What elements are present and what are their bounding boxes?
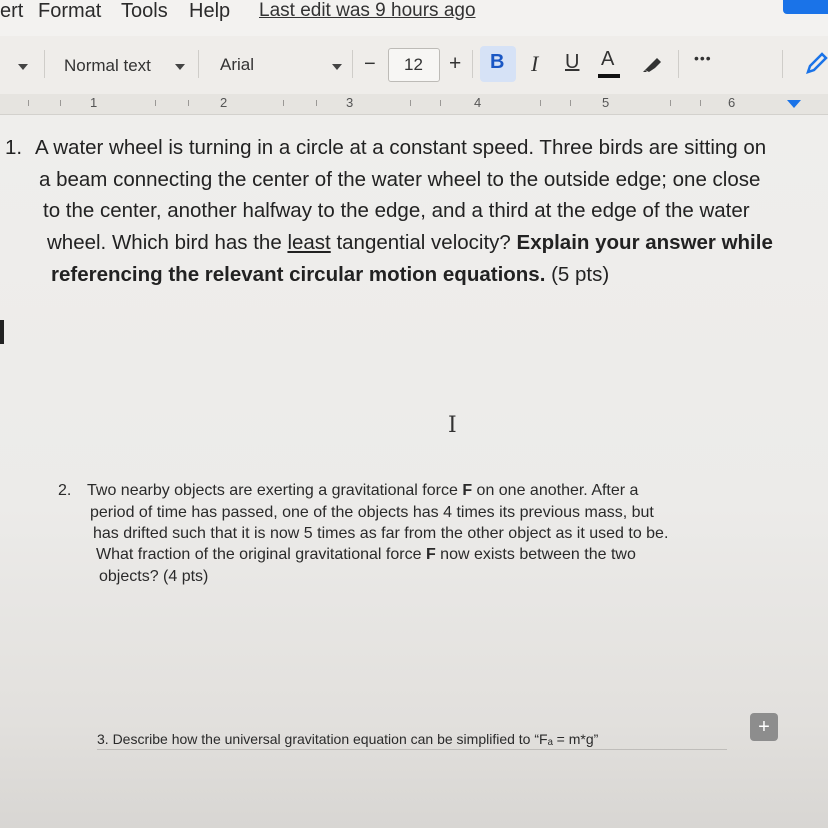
increase-font-size-button[interactable]: + bbox=[449, 52, 462, 75]
font-select[interactable]: Arial bbox=[220, 55, 255, 74]
ruler-tick bbox=[570, 100, 571, 106]
ruler-number: 6 bbox=[728, 95, 736, 110]
underlined-word: least bbox=[287, 231, 331, 254]
bold-text-run: referencing the relevant circular motion equations. bbox=[51, 263, 546, 286]
question-3: 3. Describe how the universal gravitation equation can be simplified to “Fₐ = m*g” bbox=[97, 731, 599, 747]
question-text-line bbox=[87, 480, 638, 502]
menu-format[interactable]: Format bbox=[38, 0, 102, 22]
text-color-icon[interactable]: A bbox=[601, 48, 615, 70]
question-text-line bbox=[47, 227, 773, 259]
bold-text-run: F bbox=[425, 546, 436, 563]
question-text-line: to the center, another halfway to the edge, and a third at the edge of the water bbox=[43, 199, 750, 222]
question-number: 1. bbox=[5, 136, 23, 159]
font-size-input[interactable]: 12 bbox=[404, 55, 423, 74]
menu-insert[interactable]: ert bbox=[0, 0, 24, 22]
italic-icon[interactable]: I bbox=[531, 51, 539, 76]
text-run: (5 pts) bbox=[545, 263, 610, 286]
style-dropdown-caret-icon[interactable] bbox=[175, 64, 185, 70]
bold-text-run: F bbox=[462, 482, 473, 499]
ruler-tick bbox=[60, 100, 61, 106]
ruler-number: 4 bbox=[474, 95, 482, 110]
underline-icon[interactable]: U bbox=[565, 51, 580, 73]
share-button[interactable] bbox=[783, 0, 828, 14]
ruler-tick bbox=[670, 100, 671, 106]
question-text-line: objects? (4 pts) bbox=[99, 568, 209, 585]
more-options-icon[interactable]: ••• bbox=[694, 50, 712, 66]
ruler-number: 2 bbox=[220, 95, 228, 110]
question-text-line: has drifted such that it is now 5 times as far from the other object as it used to be. bbox=[93, 525, 669, 542]
bold-text-run: Explain your answer while bbox=[516, 231, 773, 254]
ruler-number: 5 bbox=[602, 95, 610, 110]
question-text-line: A water wheel is turning in a circle at a constant speed. Three birds are sitting on bbox=[35, 136, 767, 159]
style-select[interactable]: Normal text bbox=[64, 56, 151, 75]
text-run: wheel. Which bird has the bbox=[47, 231, 288, 254]
last-edit-link[interactable]: Last edit was 9 hours ago bbox=[259, 0, 476, 21]
add-comment-icon[interactable]: + bbox=[750, 713, 778, 741]
ruler-tick bbox=[410, 100, 411, 106]
ruler bbox=[0, 94, 828, 115]
question-text-line bbox=[96, 544, 636, 566]
text-run: on one another. After a bbox=[472, 482, 639, 499]
ruler-number: 3 bbox=[346, 95, 354, 110]
text-run: What fraction of the original gravitational force bbox=[96, 546, 426, 563]
ruler-tick bbox=[188, 100, 189, 106]
highlighter-icon[interactable] bbox=[641, 52, 665, 74]
ruler-tick bbox=[700, 100, 701, 106]
toolbar-separator bbox=[472, 50, 473, 78]
toolbar-separator bbox=[198, 50, 199, 78]
question-number: 2. bbox=[58, 482, 72, 499]
question-text-line bbox=[51, 259, 609, 291]
zoom-dropdown-caret-icon[interactable] bbox=[18, 64, 28, 70]
text-color-swatch bbox=[598, 74, 620, 78]
decrease-font-size-button[interactable]: − bbox=[364, 53, 376, 75]
menu-tools[interactable]: Tools bbox=[121, 0, 168, 22]
question-text-line: period of time has passed, one of the objects has 4 times its previous mass, but bbox=[90, 504, 654, 521]
margin-marker bbox=[0, 320, 4, 344]
text-run: Two nearby objects are exerting a gravitational force bbox=[87, 482, 463, 499]
divider bbox=[97, 749, 727, 750]
toolbar-separator bbox=[678, 50, 679, 78]
right-indent-marker-icon[interactable] bbox=[787, 100, 801, 108]
menu-bar bbox=[0, 0, 828, 36]
pencil-icon[interactable] bbox=[804, 50, 828, 78]
menu-help[interactable]: Help bbox=[189, 0, 231, 22]
ruler-tick bbox=[440, 100, 441, 106]
ruler-tick bbox=[155, 100, 156, 106]
text-run: now exists between the two bbox=[435, 546, 636, 563]
toolbar-separator bbox=[44, 50, 45, 78]
toolbar-separator bbox=[352, 50, 353, 78]
text-run: tangential velocity? bbox=[330, 231, 517, 254]
ruler-tick bbox=[28, 100, 29, 106]
bold-icon[interactable]: B bbox=[490, 51, 505, 73]
ruler-tick bbox=[316, 100, 317, 106]
toolbar bbox=[0, 36, 828, 94]
ruler-tick bbox=[540, 100, 541, 106]
text-cursor-icon: I bbox=[448, 413, 457, 438]
font-dropdown-caret-icon[interactable] bbox=[332, 64, 342, 70]
toolbar-separator bbox=[782, 50, 783, 78]
ruler-tick bbox=[283, 100, 284, 106]
ruler-number: 1 bbox=[90, 95, 98, 110]
question-text-line: a beam connecting the center of the water wheel to the outside edge; one close bbox=[39, 168, 761, 191]
document-page[interactable] bbox=[0, 115, 828, 828]
